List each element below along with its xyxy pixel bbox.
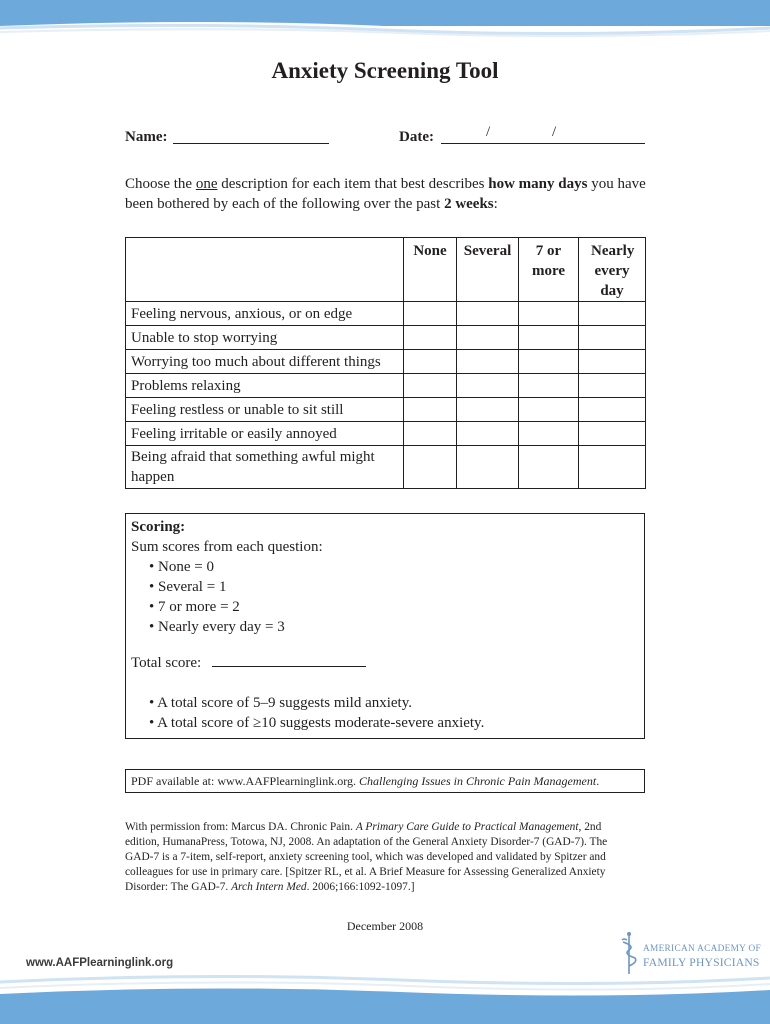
answer-cell-7-or-more[interactable]: [519, 302, 579, 326]
answer-cell-none[interactable]: [404, 422, 457, 446]
scoring-rule: • Several = 1: [149, 579, 227, 595]
answer-cell-7-or-more[interactable]: [519, 350, 579, 374]
table-row: [126, 374, 646, 398]
answer-cell-nearly-every-day[interactable]: [579, 326, 646, 350]
answer-cell-nearly-every-day[interactable]: [579, 374, 646, 398]
score-interpretation: [149, 693, 484, 733]
answer-cell-nearly-every-day[interactable]: [579, 398, 646, 422]
screening-table: [125, 237, 646, 489]
header-wave-band: [0, 0, 770, 40]
pdf-title: Challenging Issues in Chronic Pain Management: [358, 774, 597, 788]
publication-date: December 2008: [346, 919, 424, 933]
answer-cell-several[interactable]: [457, 422, 519, 446]
question-text: Being afraid that something awful might happen: [126, 446, 404, 489]
answer-cell-none[interactable]: [404, 350, 457, 374]
answer-cell-none[interactable]: [404, 302, 457, 326]
scoring-rule: • Nearly every day = 3: [149, 619, 285, 635]
scoring-intro: Sum scores from each question:: [131, 539, 323, 555]
table-row: [126, 446, 646, 489]
column-header-none: None: [404, 238, 457, 302]
date-separator: /: [486, 124, 491, 140]
answer-cell-several[interactable]: [457, 326, 519, 350]
answer-cell-none[interactable]: [404, 326, 457, 350]
answer-cell-several[interactable]: [457, 398, 519, 422]
question-text: Feeling restless or unable to sit still: [126, 398, 404, 422]
answer-cell-nearly-every-day[interactable]: [579, 350, 646, 374]
interpretation-moderate-severe: • A total score of ≥10 suggests moderate-severe anxiety.: [149, 715, 485, 731]
column-header-nearly-every-day: Nearly every day: [579, 238, 646, 302]
pdf-prefix: PDF available at: www.AAFPlearninglink.org.: [131, 774, 359, 788]
footer-site-link[interactable]: www.AAFPlearninglink.org: [26, 957, 174, 969]
aafp-caduceus-icon: [614, 930, 644, 976]
name-field[interactable]: [173, 143, 329, 144]
answer-cell-several[interactable]: [457, 446, 519, 489]
date-separator: /: [552, 124, 557, 140]
date-label: Date:: [399, 129, 434, 145]
answer-cell-7-or-more[interactable]: [519, 326, 579, 350]
permission-note: With permission from: Marcus DA. Chronic Pain. A Primary Care Guide to Practical Management, 2nd edition, HumanaPress, Totowa, NJ, 2008. An adaptation of the General Anxiety Disorder-7 (GAD-7). The GAD-7 is a 7-item, self-report, anxiety screening tool, which was developed and validated by Spitzer and colleagues for use in primary care. [Spitzer RL, et al. A Brief Measure for Assessing Generalized Anxiety Disorder: The GAD-7. Arch Intern Med. 2006;166:1092-1097.]: [125, 821, 608, 893]
scoring-box: [125, 513, 645, 739]
answer-cell-nearly-every-day[interactable]: [579, 302, 646, 326]
table-header-blank: [126, 238, 404, 302]
answer-cell-none[interactable]: [404, 398, 457, 422]
answer-cell-several[interactable]: [457, 302, 519, 326]
answer-cell-nearly-every-day[interactable]: [579, 422, 646, 446]
question-text: Feeling irritable or easily annoyed: [126, 422, 404, 446]
answer-cell-nearly-every-day[interactable]: [579, 446, 646, 489]
table-row: [126, 350, 646, 374]
question-text: Feeling nervous, anxious, or on edge: [126, 302, 404, 326]
org-name-line1: AMERICAN ACADEMY OF: [643, 944, 761, 954]
page-title: Anxiety Screening Tool: [271, 58, 499, 83]
table-row: [126, 326, 646, 350]
column-header-several: Several: [457, 238, 519, 302]
answer-cell-several[interactable]: [457, 350, 519, 374]
footer-wave-band: [0, 968, 770, 1024]
scoring-rule: • None = 0: [149, 559, 214, 575]
question-text: Problems relaxing: [126, 374, 404, 398]
answer-cell-7-or-more[interactable]: [519, 422, 579, 446]
table-row: [126, 398, 646, 422]
answer-cell-none[interactable]: [404, 446, 457, 489]
question-text: Unable to stop worrying: [126, 326, 404, 350]
answer-cell-7-or-more[interactable]: [519, 446, 579, 489]
scoring-heading: Scoring:: [131, 519, 186, 535]
table-row: [126, 302, 646, 326]
column-header-7-or-more: 7 or more: [519, 238, 579, 302]
date-field[interactable]: [441, 143, 645, 144]
org-name-line2: FAMILY PHYSICIANS: [643, 956, 760, 969]
total-score-label: Total score:: [131, 655, 202, 671]
instructions: Choose the one description for each item that best describes how many days you have been bothered by each of the following over the past 2 weeks:: [125, 176, 646, 212]
question-text: Worrying too much about different things: [126, 350, 404, 374]
name-label: Name:: [125, 129, 168, 145]
answer-cell-7-or-more[interactable]: [519, 398, 579, 422]
pdf-availability-box: PDF available at: www.AAFPlearninglink.org. Challenging Issues in Chronic Pain Management.: [125, 769, 645, 793]
interpretation-mild: • A total score of 5–9 suggests mild anxiety.: [149, 695, 412, 711]
total-score-field[interactable]: [212, 666, 366, 667]
answer-cell-7-or-more[interactable]: [519, 374, 579, 398]
answer-cell-several[interactable]: [457, 374, 519, 398]
table-row: [126, 422, 646, 446]
scoring-rule: • 7 or more = 2: [149, 599, 240, 615]
answer-cell-none[interactable]: [404, 374, 457, 398]
